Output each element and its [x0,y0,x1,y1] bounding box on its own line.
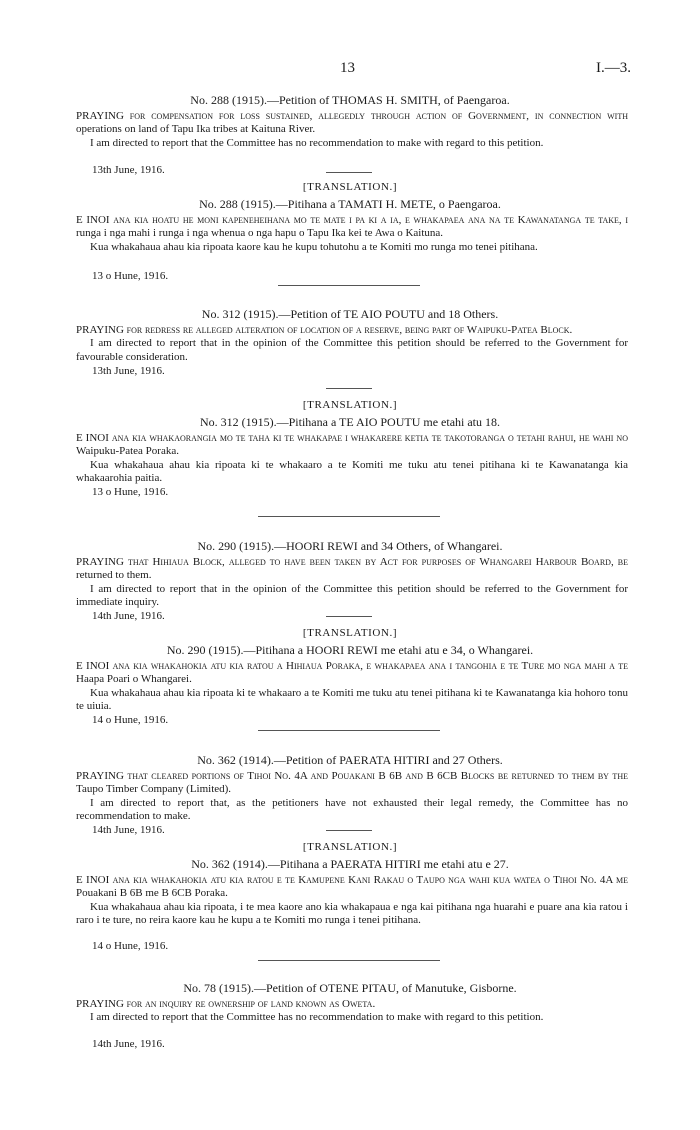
petition-prayer: E INOI ana kia hoatu he moni kapeneheihana mo te mate i pa ki a ia, e whakapaea ana na te Kawanatanga te take, i runga i nga mahi i runga i nga whenua o nga hapu o Tapu Ika kei te Awa o Kaituna. [76,214,628,240]
petition-title: No. 288 (1915).—Petition of THOMAS H. SMITH, of Paengaroa. [190,93,510,107]
report-date: 14th June, 1916. [92,824,165,836]
translation-heading: [TRANSLATION.] [302,841,398,853]
petition-body [76,556,628,610]
report-date: 13th June, 1916. [92,365,165,377]
petition-title: No. 290 (1915).—HOORI REWI and 34 Others, of Whangarei. [197,539,503,553]
committee-report: I am directed to report that, as the petitioners have not exhausted their legal remedy, the Committee has no recommendation to make. [76,796,628,823]
petition-title: No. 312 (1915).—Petition of TE AIO POUTU and 18 Others. [201,307,499,321]
section-divider [326,830,372,831]
petition-body [76,770,628,824]
translation-heading: [TRANSLATION.] [302,181,398,193]
petition-title: No. 78 (1915).—Petition of OTENE PITAU, of Manutuke, Gisborne. [183,981,517,995]
petition-title: No. 288 (1915).—Pitihana a TAMATI H. METE, o Paengaroa. [199,197,501,211]
page-number: 13 [340,60,355,76]
petition-prayer: PRAYING that cleared portions of Tihoi No. 4A and Pouakani B 6B and B 6CB Blocks be returned to them by the Taupo Timber Company (Limited). [76,770,628,796]
petition-body [76,660,628,714]
petition-prayer: E INOI ana kia whakaorangia mo te taha ki te whakapae i whakarere ketia te takotoranga o tetahi rahui, he wahi no Waipuku-Patea Poraka. [76,432,628,458]
committee-report: Kua whakahaua ahau kia ripoata ki te whakaaro a te Komiti me tuku atu tenei pitihana ki te Kawanatanga kia hohoro tonu te uiuia. [76,686,628,713]
report-date: 14th June, 1916. [92,610,165,622]
section-divider [258,516,440,517]
section-divider [258,730,440,731]
petition-title: No. 312 (1915).—Pitihana a TE AIO POUTU me etahi atu 18. [199,415,501,429]
report-date: 14th June, 1916. [92,1038,165,1050]
petition-body [76,324,628,364]
section-divider [326,616,372,617]
petition-prayer: PRAYING for an inquiry re ownership of land known as Oweta. [76,998,376,1010]
petition-prayer: E INOI ana kia whakahokia atu kia ratou e te Kamupene Kani Rakau o Taupo nga wahi kua watea o Tihoi No. 4A me Pouakani B 6B me B 6CB Poraka. [76,874,628,900]
section-divider [326,172,372,173]
report-date: 14 o Hune, 1916. [92,940,169,952]
petition-body [76,998,628,1025]
petition-prayer: PRAYING for redress re alleged alteration of location of a reserve, being part of Waipuku-Patea Block. [76,324,573,336]
committee-report: Kua whakahaua ahau kia ripoata ki te whakaaro a te Komiti me tuku atu tenei pitihana ki te Kawanatanga kia whakaarohia paitia. [76,458,628,485]
report-date: 13 o Hune, 1916. [92,486,169,498]
petition-title: No. 362 (1914).—Pitihana a PAERATA HITIRI me etahi atu e 27. [191,857,509,871]
translation-heading: [TRANSLATION.] [302,399,398,411]
committee-report: Kua whakahaua ahau kia ripoata, i te mea kaore ano kia whakapaua e nga kai pitihana nga huarahi e puare ana kia ratou i raro i te ture, no reira kaore kau he kupu a te Komiti mo runga i tenei pitihana. [76,900,628,927]
petition-body [76,432,628,486]
committee-report: I am directed to report that in the opinion of the Committee this petition should be referred to the Government for favourable consideration. [76,337,628,363]
petition-prayer: PRAYING for compensation for loss sustained, allegedly through action of Government, in connection with operations on land of Tapu Ika tribes at Kaituna River. [76,110,628,136]
section-divider [258,960,440,961]
petition-prayer: E INOI ana kia whakahokia atu kia ratou a Hihiaua Poraka, e whakapaea ana i tangohia e te Ture mo nga mahi a te Haapa Poari o Whangarei. [76,660,628,686]
section-divider [326,388,372,389]
report-date: 14 o Hune, 1916. [92,714,169,726]
translation-heading: [TRANSLATION.] [302,627,398,639]
committee-report: I am directed to report that the Committee has no recommendation to make with regard to this petition. [90,1011,544,1024]
report-date: 13th June, 1916. [92,164,165,176]
petition-title: No. 290 (1915).—Pitihana a HOORI REWI me etahi atu e 34, o Whangarei. [166,643,534,657]
petition-title: No. 362 (1914).—Petition of PAERATA HITIRI and 27 Others. [197,753,503,767]
committee-report: I am directed to report that in the opinion of the Committee this petition should be referred to the Government for immediate inquiry. [76,582,628,609]
document-reference: I.—3. [596,60,631,76]
committee-report: I am directed to report that the Committee has no recommendation to make with regard to this petition. [90,136,544,149]
petition-body [76,874,628,928]
petition-prayer: PRAYING that Hihiaua Block, alleged to have been taken by Act for purposes of Whangarei Harbour Board, be returned to them. [76,556,628,582]
report-date: 13 o Hune, 1916. [92,270,169,282]
petition-body [76,110,628,150]
committee-report: Kua whakahaua ahau kia ripoata kaore kau he kupu tohutohu a te Komiti mo runga mo tenei pitihana. [90,240,538,253]
petition-body [76,214,628,254]
section-divider [278,285,420,286]
